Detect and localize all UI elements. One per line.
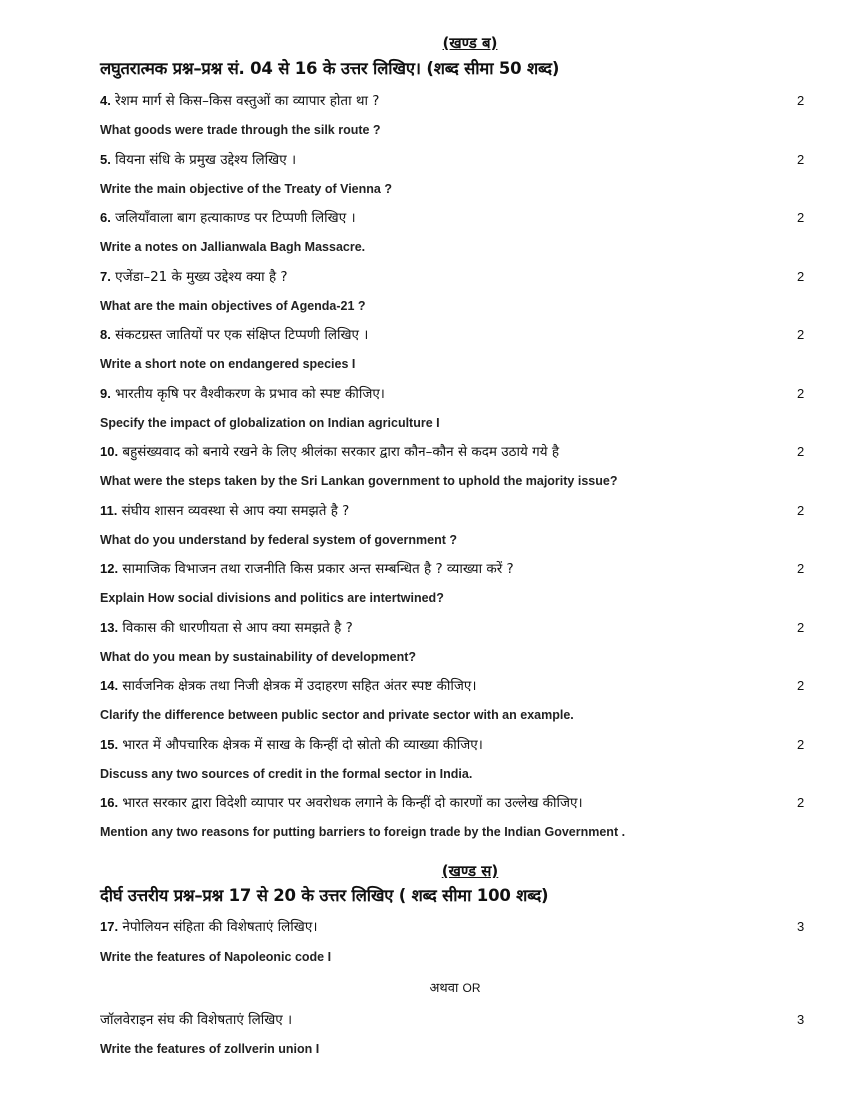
question-number: 7. (100, 268, 111, 284)
question-number: 9. (100, 385, 111, 401)
question-marks: 2 (797, 502, 805, 518)
or-separator (0, 978, 850, 996)
question-marks: 2 (797, 327, 805, 342)
question-17-english: Write the features of Napoleonic code I (100, 950, 332, 964)
question-text: रेशम मार्ग से किस–किस वस्तुओं का व्यापार होता था ? (115, 93, 380, 109)
question-text: बहुसंख्यवाद को बनाये रखने के लिए श्रीलंका सरकार द्वारा कौन–कौन से कदम उठाये गये है (122, 444, 560, 460)
question-17-alt-marks: 3 (797, 1012, 805, 1027)
question-english: Explain How social divisions and politics are intertwined? (100, 591, 444, 605)
section-c-heading: दीर्घ उत्तरीय प्रश्न–प्रश्न 17 से 20 के उत्तर लिखिए ( शब्द सीमा 100 शब्द) (100, 886, 549, 905)
question-english: Write a short note on endangered species I (100, 357, 356, 371)
question-number: 15. (100, 736, 119, 752)
question-hindi (100, 267, 288, 285)
question-hindi (100, 559, 514, 577)
question-number: 11. (100, 502, 118, 518)
question-marks: 2 (797, 385, 805, 401)
question-english: What do you mean by sustainability of development? (100, 649, 417, 664)
question-english: Specify the impact of globalization on Indian agriculture I (100, 415, 440, 430)
or-hindi: अथवा (429, 981, 459, 996)
question-hindi (100, 676, 476, 694)
question-text: संकटग्रस्त जातियों पर एक संक्षिप्त टिप्पणी लिखिए । (115, 327, 369, 343)
or-english: OR (462, 981, 481, 995)
question-17-alt-english: Write the features of zollverin union I (100, 1042, 320, 1056)
question-number: 17. (100, 919, 119, 934)
question-marks: 2 (797, 795, 805, 810)
question-hindi (100, 793, 583, 811)
question-number: 14. (100, 678, 119, 693)
question-text: सामाजिक विभाजन तथा राजनीति किस प्रकार अन्त सम्बन्धित है ? व्याख्या करें ? (122, 561, 514, 577)
question-text: भारत में औपचारिक क्षेत्रक में साख के किन्हीं दो स्रोतो की व्याख्या कीजिए। (122, 736, 483, 753)
question-hindi (100, 735, 483, 753)
question-marks: 2 (797, 619, 805, 635)
question-text: संघीय शासन व्यवस्था से आप क्या समझते है ? (121, 502, 350, 519)
question-text: जलियाँवाला बाग हत्याकाण्ड पर टिप्पणी लिखिए । (115, 210, 356, 226)
section-c-label-text: (खण्ड स) (441, 862, 499, 880)
question-number: 4. (100, 93, 111, 108)
question-number: 10. (100, 444, 119, 459)
question-hindi (100, 384, 385, 402)
question-17-hindi (100, 917, 317, 935)
question-number: 13. (100, 619, 119, 635)
question-number: 5. (100, 151, 111, 167)
question-17-marks: 3 (797, 919, 805, 934)
question-17-alt-hindi: जॉलवेराइन संघ की विशेषताएं लिखिए । (100, 1012, 293, 1028)
question-english: Discuss any two sources of credit in the formal sector in India. (100, 766, 473, 781)
question-marks: 2 (797, 736, 805, 752)
question-english: What do you understand by federal system of government ? (100, 532, 457, 547)
question-english: What goods were trade through the silk route ? (100, 123, 381, 137)
question-text: विकास की धारणीयता से आप क्या समझते है ? (122, 619, 353, 636)
question-marks: 2 (797, 268, 805, 284)
question-number: 12. (100, 561, 119, 576)
question-marks: 2 (797, 678, 805, 693)
question-english: Mention any two reasons for putting barriers to foreign trade by the Indian Government . (100, 825, 626, 839)
question-english: Write a notes on Jallianwala Bagh Massacre. (100, 240, 366, 254)
question-english: What are the main objectives of Agenda-21 ? (100, 298, 366, 313)
question-hindi (100, 208, 356, 226)
question-english: Write the main objective of the Treaty of Vienna ? (100, 181, 392, 196)
question-number: 16. (100, 795, 119, 810)
question-marks: 2 (797, 210, 805, 225)
question-text: एजेंडा–21 के मुख्य उद्देश्य क्या है ? (115, 268, 288, 285)
question-text: भारतीय कृषि पर वैश्वीकरण के प्रभाव को स्पष्ट कीजिए। (115, 385, 385, 402)
question-text: नेपोलियन संहिता की विशेषताएं लिखिए। (122, 919, 318, 935)
question-marks: 2 (797, 151, 805, 167)
question-marks: 2 (797, 93, 805, 108)
question-text: भारत सरकार द्वारा विदेशी व्यापार पर अवरोधक लगाने के किन्हीं दो कारणों का उल्लेख कीजिए। (122, 795, 583, 811)
question-english: What were the steps taken by the Sri Lankan government to uphold the majority issue? (100, 474, 618, 488)
section-b-label-text: (खण्ड ब) (442, 34, 498, 52)
question-marks: 2 (797, 561, 805, 576)
question-hindi (100, 150, 296, 168)
question-hindi (100, 501, 349, 519)
question-english: Clarify the difference between public sector and private sector with an example. (100, 708, 574, 722)
question-number: 6. (100, 210, 111, 225)
section-c-label (0, 861, 850, 881)
question-hindi (100, 618, 353, 636)
question-hindi (100, 442, 559, 460)
section-b-label (0, 33, 850, 53)
question-text: सार्वजनिक क्षेत्रक तथा निजी क्षेत्रक में उदाहरण सहित अंतर स्पष्ट कीजिए। (122, 678, 477, 694)
question-marks: 2 (797, 444, 805, 459)
section-b-heading: लघुतरात्मक प्रश्न–प्रश्न सं. 04 से 16 के उत्तर लिखिए। (शब्द सीमा 50 शब्द) (100, 59, 560, 78)
question-hindi (100, 91, 379, 109)
question-number: 8. (100, 327, 111, 342)
question-hindi (100, 325, 368, 343)
question-text: वियना संधि के प्रमुख उद्देश्य लिखिए । (115, 151, 297, 168)
